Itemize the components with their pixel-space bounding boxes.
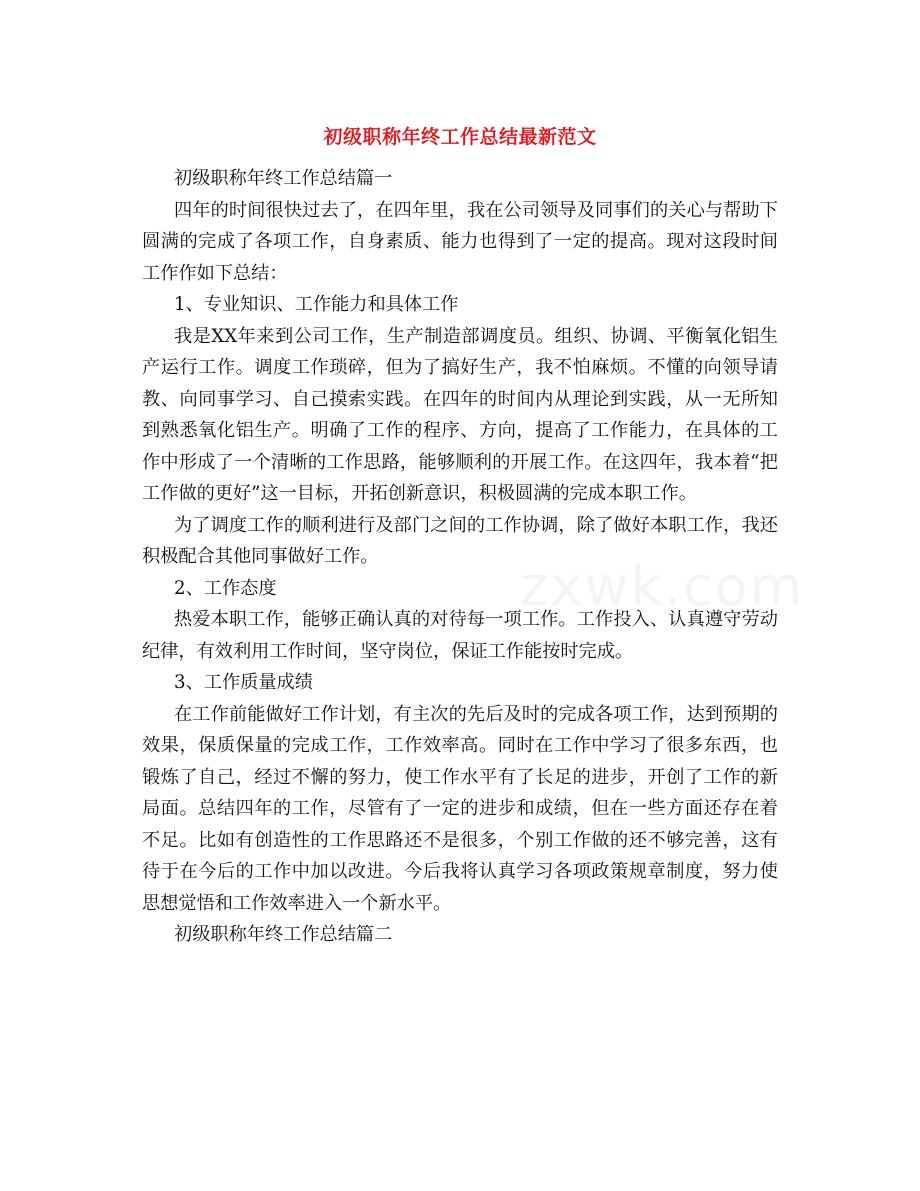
document-body xyxy=(142,163,778,951)
section-heading-part-one: 初级职称年终工作总结篇一 xyxy=(174,168,393,189)
paragraph-coordination: 为了调度工作的顺利进行及部门之间的工作协调，除了做好本职工作，我还积极配合其他同事做好工作。 xyxy=(142,514,778,567)
section-heading-knowledge: 1、专业知识、工作能力和具体工作 xyxy=(174,294,459,315)
section-heading-quality: 3、工作质量成绩 xyxy=(174,672,313,693)
section-heading-attitude: 2、工作态度 xyxy=(174,577,277,599)
paragraph-intro: 四年的时间很快过去了，在四年里，我在公司领导及同事们的关心与帮助下圆满的完成了各项工作，自身素质、能力也得到了一定的提高。现对这段时间工作作如下总结： xyxy=(142,199,778,284)
paragraph-knowledge: 我是XX年来到公司工作，生产制造部调度员。组织、协调、平衡氧化铝生产运行工作。调度工作琐碎，但为了搞好生产，我不怕麻烦。不懂的向领导请教、向同事学习、自己摸索实践。在四年的时间内从理论到实践，从一无所知到熟悉氧化铝生产。明确了工作的程序、方向，提高了工作能力，在具体的工作中形成了一个清晰的工作思路，能够顺利的开展工作。在这四年，我本着“把工作做的更好”这一目标，开拓创新意识，积极圆满的完成本职工作。 xyxy=(142,325,778,504)
section-heading-part-two: 初级职称年终工作总结篇二 xyxy=(174,924,393,945)
paragraph-attitude: 热爱本职工作，能够正确认真的对待每一项工作。工作投入、认真遵守劳动纪律，有效利用工作时间，坚守岗位，保证工作能按时完成。 xyxy=(142,609,778,662)
paragraph-quality: 在工作前能做好工作计划，有主次的先后及时的完成各项工作，达到预期的效果，保质保量的完成工作，工作效率高。同时在工作中学习了很多东西，也锻炼了自己，经过不懈的努力，使工作水平有了长足的进步，开创了工作的新局面。总结四年的工作，尽管有了一定的进步和成绩，但在一些方面还存在着不足。比如有创造性的工作思路还不是很多，个别工作做的还不够完善，这有待于在今后的工作中加以改进。今后我将认真学习各项政策规章制度，努力使思想觉悟和工作效率进入一个新水平。 xyxy=(142,703,778,914)
document-title: 初级职称年终工作总结最新范文 xyxy=(323,126,597,148)
